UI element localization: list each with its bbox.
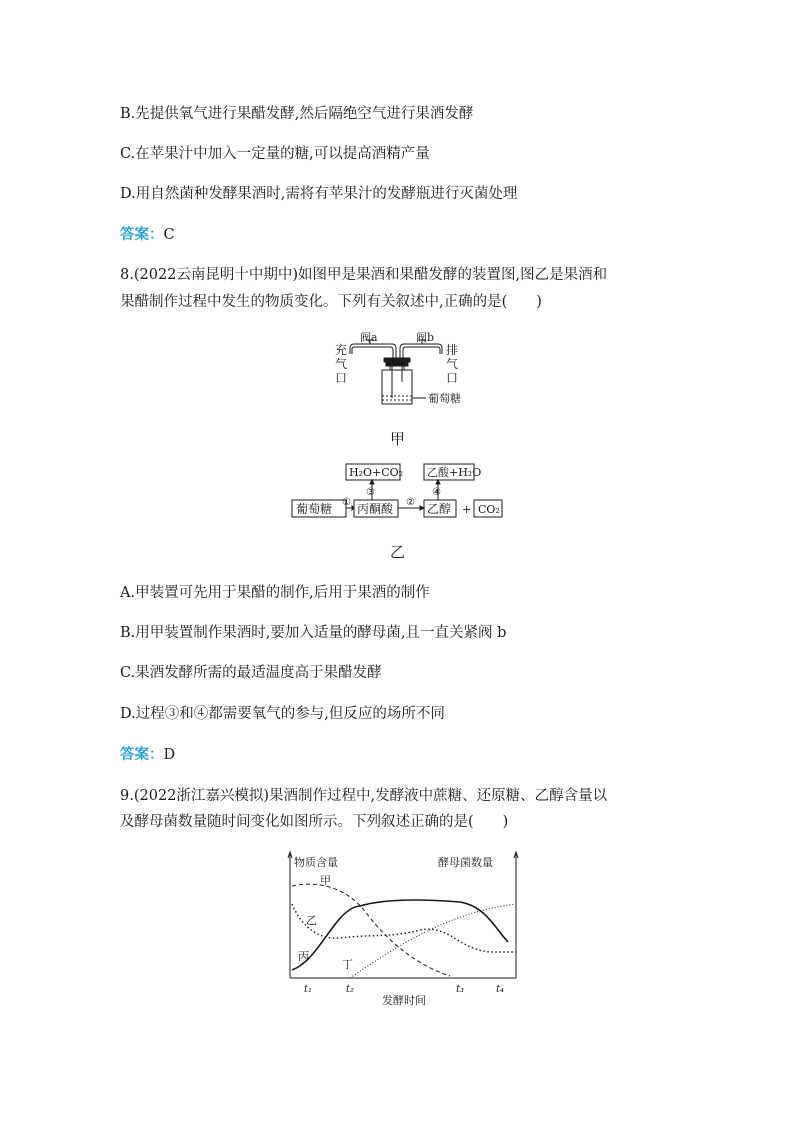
curve-label-jia: 甲 — [320, 874, 331, 887]
outlet-label-3: 口 — [446, 371, 459, 385]
y-axis-right-label: 酵母菌数量 — [438, 856, 493, 869]
tick-t4: t₄ — [496, 984, 505, 995]
curve-yi — [292, 904, 516, 952]
answer-label: 答案： — [120, 747, 164, 763]
x-axis-label: 发酵时间 — [382, 994, 426, 1007]
step-3-label: ③ — [366, 487, 375, 498]
acetic-acid-label: 乙酸+H₂O — [427, 466, 482, 479]
ethanol-box-label: 乙醇 — [427, 502, 452, 516]
figure-caption-a: 甲 — [390, 430, 406, 448]
q8-stem-line1: 8.(2022云南昆明十中期中)如图甲是果酒和果醋发酵的装置图,图乙是果酒和 — [120, 267, 608, 283]
outlet-label-2: 气 — [446, 357, 459, 371]
curve-label-yi: 乙 — [306, 914, 317, 927]
q7-answer — [120, 225, 175, 245]
q8-stem-line2: 果醋制作过程中发生的物质变化。下列有关叙述中,正确的是( ) — [120, 294, 542, 310]
inlet-label-3: 口 — [335, 371, 348, 385]
q8-option-d: D.过程③和④都需要氧气的参与,但反应的场所不同 — [120, 706, 445, 722]
glucose-label: 葡萄糖 — [428, 392, 461, 405]
tick-t1: t₁ — [304, 984, 313, 995]
step-1-label: ① — [342, 497, 351, 508]
inlet-label-1: 充 — [335, 343, 348, 357]
tick-t2: t₂ — [346, 984, 355, 995]
fermentation-apparatus-diagram — [330, 332, 470, 412]
valve-a-label: 阀a — [360, 332, 378, 344]
y-axis-left-label: 物质含量 — [294, 856, 338, 869]
curve-label-ding: 丁 — [342, 958, 353, 971]
material-change-flow-diagram — [290, 462, 506, 524]
curve-ding — [350, 904, 516, 978]
co2-box-label: CO₂ — [478, 503, 500, 516]
inlet-label-2: 气 — [335, 357, 348, 371]
outlet-label-1: 排 — [446, 343, 459, 357]
curve-label-bing: 丙 — [298, 950, 309, 963]
curve-jia — [292, 884, 450, 976]
q8-option-c: C.果酒发酵所需的最适温度高于果醋发酵 — [120, 665, 382, 681]
q8-option-a: A.甲装置可先用于果醋的制作,后用于果酒的制作 — [120, 585, 430, 601]
h2o-co2-label: H₂O+CO₂ — [349, 466, 404, 479]
answer-value: D — [163, 747, 176, 763]
glucose-box-label: 葡萄糖 — [296, 502, 333, 516]
tick-t3: t₃ — [456, 984, 465, 995]
figure-caption-b: 乙 — [390, 543, 406, 561]
curve-bing — [292, 900, 508, 970]
answer-label: 答案： — [120, 227, 164, 243]
q7-option-b: B.先提供氧气进行果醋发酵,然后隔绝空气进行果酒发酵 — [120, 106, 474, 122]
q7-option-c: C.在苹果汁中加入一定量的糖,可以提高酒精产量 — [120, 146, 430, 162]
q9-stem-line2: 及酵母菌数量随时间变化如图所示。下列叙述正确的是( ) — [120, 814, 509, 830]
fermentation-time-chart — [280, 848, 520, 1012]
plus-sign: + — [462, 503, 472, 516]
step-4-label: ④ — [432, 487, 441, 498]
step-2-label: ② — [406, 497, 415, 508]
pyruvate-box-label: 丙酮酸 — [357, 502, 394, 516]
valve-b-label: 阀b — [416, 332, 435, 344]
answer-value: C — [163, 227, 175, 243]
q8-answer — [120, 745, 175, 765]
q9-stem-line1: 9.(2022浙江嘉兴模拟)果酒制作过程中,发酵液中蔗糖、还原糖、乙醇含量以 — [120, 788, 608, 804]
q8-option-b: B.用甲装置制作果酒时,要加入适量的酵母菌,且一直关紧阀 b — [120, 625, 507, 641]
q7-option-d: D.用自然菌种发酵果酒时,需将有苹果汁的发酵瓶进行灭菌处理 — [120, 186, 518, 202]
